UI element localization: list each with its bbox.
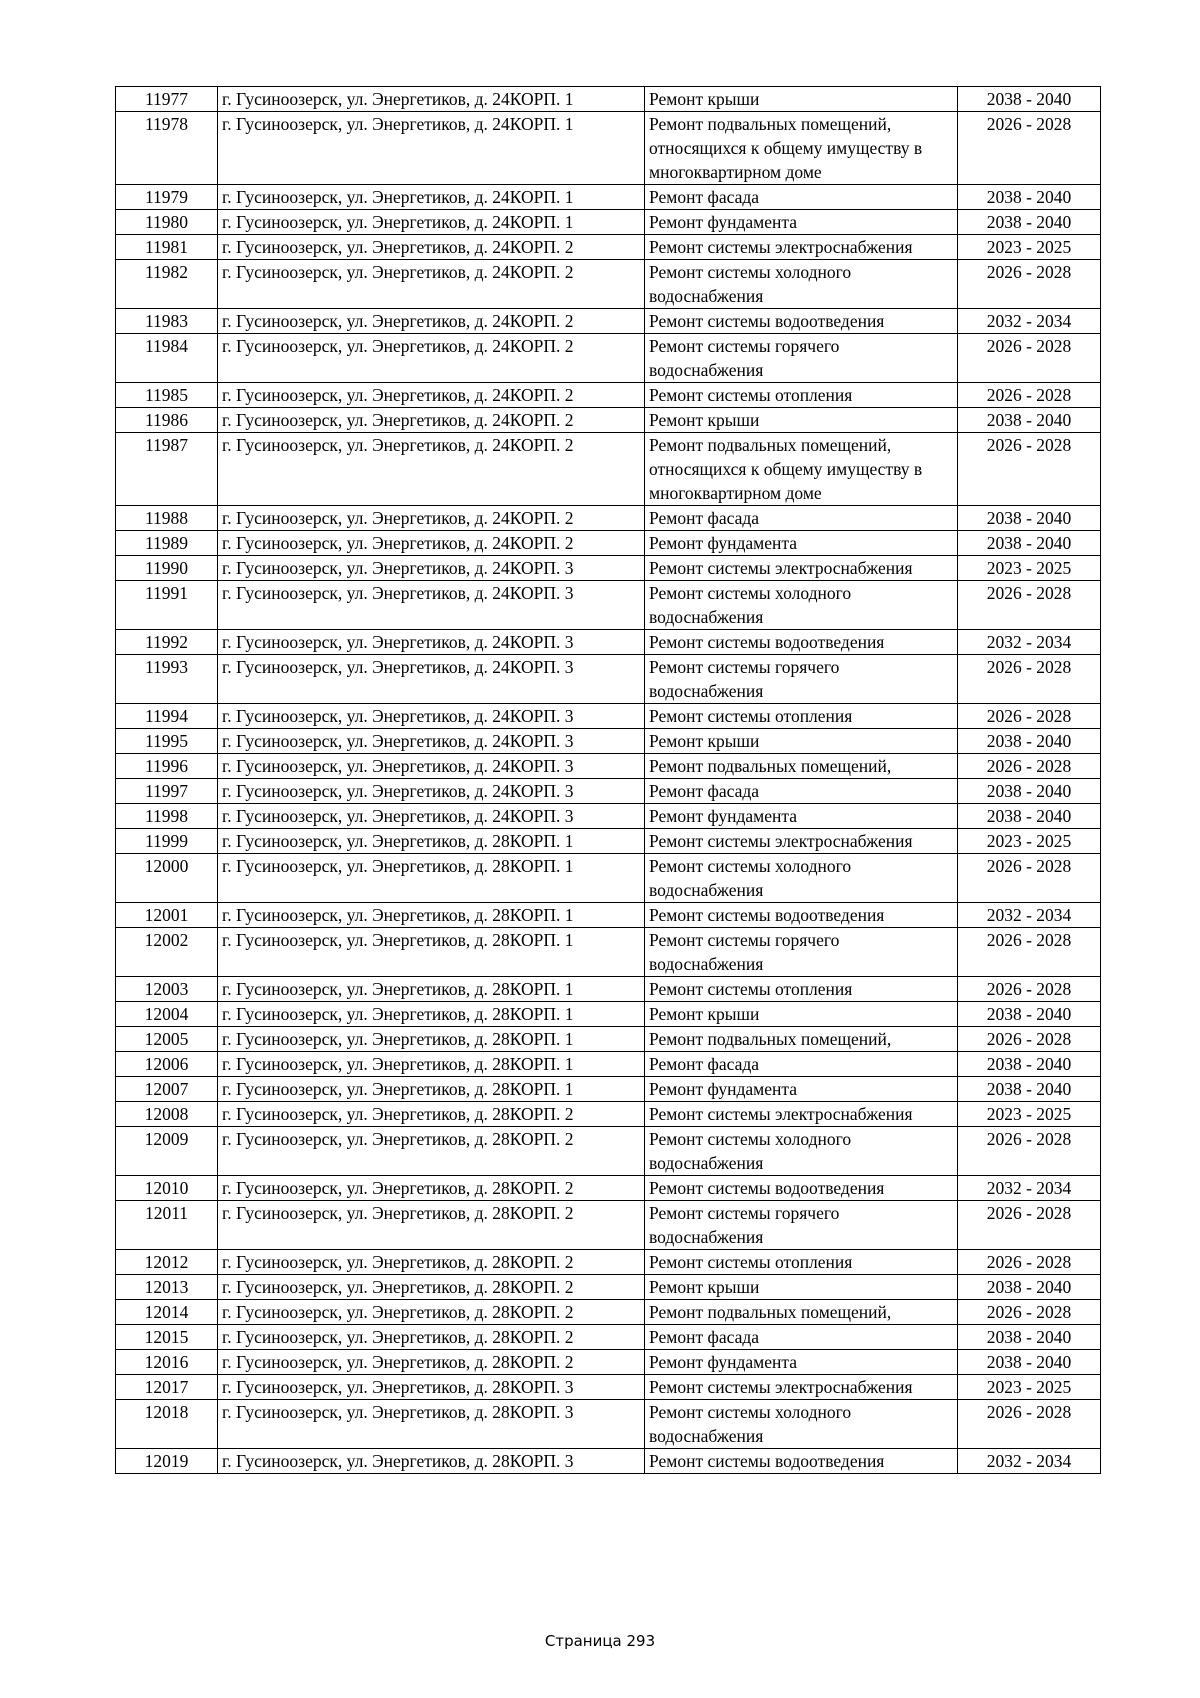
row-address: г. Гусиноозерск, ул. Энергетиков, д. 24КОРП. 3 [218, 655, 645, 704]
row-address: г. Гусиноозерск, ул. Энергетиков, д. 24КОРП. 3 [218, 804, 645, 829]
table-row [116, 383, 1101, 408]
row-address: г. Гусиноозерск, ул. Энергетиков, д. 28КОРП. 2 [218, 1102, 645, 1127]
row-number: 12000 [116, 854, 218, 903]
row-period: 2038 - 2040 [958, 1325, 1101, 1350]
row-period: 2038 - 2040 [958, 408, 1101, 433]
row-work-type: Ремонт системы электроснабжения [645, 556, 958, 581]
row-period: 2026 - 2028 [958, 112, 1101, 185]
row-number: 12017 [116, 1375, 218, 1400]
row-period: 2032 - 2034 [958, 1176, 1101, 1201]
row-work-type: Ремонт крыши [645, 408, 958, 433]
row-work-type: Ремонт системы водоотведения [645, 1176, 958, 1201]
row-work-type: Ремонт фундамента [645, 1350, 958, 1375]
row-number: 12018 [116, 1400, 218, 1449]
row-work-type: Ремонт фасада [645, 1052, 958, 1077]
row-address: г. Гусиноозерск, ул. Энергетиков, д. 28КОРП. 2 [218, 1127, 645, 1176]
row-address: г. Гусиноозерск, ул. Энергетиков, д. 28КОРП. 2 [218, 1201, 645, 1250]
row-address: г. Гусиноозерск, ул. Энергетиков, д. 28КОРП. 1 [218, 928, 645, 977]
row-address: г. Гусиноозерск, ул. Энергетиков, д. 28КОРП. 1 [218, 1077, 645, 1102]
row-number: 12008 [116, 1102, 218, 1127]
table-row [116, 1127, 1101, 1176]
row-number: 11996 [116, 754, 218, 779]
row-period: 2032 - 2034 [958, 903, 1101, 928]
row-period: 2026 - 2028 [958, 928, 1101, 977]
table-row [116, 1102, 1101, 1127]
row-work-type: Ремонт подвальных помещений, [645, 1300, 958, 1325]
row-address: г. Гусиноозерск, ул. Энергетиков, д. 28КОРП. 1 [218, 829, 645, 854]
row-number: 12010 [116, 1176, 218, 1201]
row-number: 11977 [116, 87, 218, 112]
row-address: г. Гусиноозерск, ул. Энергетиков, д. 24КОРП. 2 [218, 235, 645, 260]
row-number: 11997 [116, 779, 218, 804]
table-row [116, 754, 1101, 779]
table-row [116, 928, 1101, 977]
row-period: 2026 - 2028 [958, 754, 1101, 779]
row-work-type: Ремонт системы холодного водоснабжения [645, 260, 958, 309]
table-row [116, 1449, 1101, 1474]
row-number: 11990 [116, 556, 218, 581]
table-row [116, 779, 1101, 804]
row-number: 11989 [116, 531, 218, 556]
row-period: 2038 - 2040 [958, 531, 1101, 556]
row-period: 2038 - 2040 [958, 1077, 1101, 1102]
table-row [116, 1275, 1101, 1300]
row-number: 11988 [116, 506, 218, 531]
row-address: г. Гусиноозерск, ул. Энергетиков, д. 24КОРП. 1 [218, 87, 645, 112]
row-period: 2026 - 2028 [958, 383, 1101, 408]
row-period: 2026 - 2028 [958, 433, 1101, 506]
table-row [116, 1176, 1101, 1201]
row-number: 12007 [116, 1077, 218, 1102]
row-period: 2026 - 2028 [958, 260, 1101, 309]
row-address: г. Гусиноозерск, ул. Энергетиков, д. 24КОРП. 1 [218, 185, 645, 210]
row-work-type: Ремонт системы электроснабжения [645, 1102, 958, 1127]
table-body [116, 87, 1101, 1474]
row-work-type: Ремонт системы водоотведения [645, 630, 958, 655]
row-work-type: Ремонт фасада [645, 1325, 958, 1350]
row-number: 11986 [116, 408, 218, 433]
table-row [116, 1250, 1101, 1275]
row-period: 2038 - 2040 [958, 210, 1101, 235]
row-work-type: Ремонт системы холодного водоснабжения [645, 854, 958, 903]
table-row [116, 1002, 1101, 1027]
table-row [116, 581, 1101, 630]
row-period: 2026 - 2028 [958, 581, 1101, 630]
row-work-type: Ремонт системы горячего водоснабжения [645, 334, 958, 383]
table-row [116, 903, 1101, 928]
row-number: 11979 [116, 185, 218, 210]
row-address: г. Гусиноозерск, ул. Энергетиков, д. 24КОРП. 1 [218, 210, 645, 235]
table-row [116, 630, 1101, 655]
row-number: 11995 [116, 729, 218, 754]
row-address: г. Гусиноозерск, ул. Энергетиков, д. 28КОРП. 1 [218, 1052, 645, 1077]
row-work-type: Ремонт крыши [645, 87, 958, 112]
row-work-type: Ремонт системы горячего водоснабжения [645, 928, 958, 977]
row-address: г. Гусиноозерск, ул. Энергетиков, д. 28КОРП. 3 [218, 1449, 645, 1474]
table-row [116, 1375, 1101, 1400]
row-period: 2032 - 2034 [958, 630, 1101, 655]
row-number: 12019 [116, 1449, 218, 1474]
row-number: 11982 [116, 260, 218, 309]
row-period: 2038 - 2040 [958, 1350, 1101, 1375]
table-row [116, 531, 1101, 556]
row-period: 2038 - 2040 [958, 185, 1101, 210]
row-period: 2038 - 2040 [958, 1002, 1101, 1027]
row-number: 12006 [116, 1052, 218, 1077]
row-work-type: Ремонт системы электроснабжения [645, 829, 958, 854]
table-row [116, 87, 1101, 112]
table-row [116, 1052, 1101, 1077]
table-row [116, 854, 1101, 903]
table-row [116, 433, 1101, 506]
row-period: 2023 - 2025 [958, 556, 1101, 581]
row-address: г. Гусиноозерск, ул. Энергетиков, д. 24КОРП. 3 [218, 754, 645, 779]
row-address: г. Гусиноозерск, ул. Энергетиков, д. 24КОРП. 3 [218, 779, 645, 804]
row-address: г. Гусиноозерск, ул. Энергетиков, д. 28КОРП. 1 [218, 854, 645, 903]
row-period: 2026 - 2028 [958, 704, 1101, 729]
row-address: г. Гусиноозерск, ул. Энергетиков, д. 24КОРП. 3 [218, 704, 645, 729]
row-work-type: Ремонт фасада [645, 779, 958, 804]
table-row [116, 185, 1101, 210]
row-number: 12001 [116, 903, 218, 928]
row-address: г. Гусиноозерск, ул. Энергетиков, д. 24КОРП. 3 [218, 630, 645, 655]
table-row [116, 977, 1101, 1002]
table-row [116, 1350, 1101, 1375]
table-row [116, 506, 1101, 531]
row-address: г. Гусиноозерск, ул. Энергетиков, д. 24КОРП. 1 [218, 112, 645, 185]
row-address: г. Гусиноозерск, ул. Энергетиков, д. 24КОРП. 2 [218, 309, 645, 334]
row-number: 11991 [116, 581, 218, 630]
row-period: 2026 - 2028 [958, 1027, 1101, 1052]
row-work-type: Ремонт подвальных помещений, относящихся к общему имуществу в многоквартирном доме [645, 433, 958, 506]
row-number: 11987 [116, 433, 218, 506]
page-number: Страница 293 [544, 1632, 656, 1650]
row-work-type: Ремонт крыши [645, 1275, 958, 1300]
row-work-type: Ремонт системы электроснабжения [645, 235, 958, 260]
row-work-type: Ремонт подвальных помещений, [645, 754, 958, 779]
row-period: 2026 - 2028 [958, 977, 1101, 1002]
row-work-type: Ремонт фасада [645, 506, 958, 531]
row-number: 11985 [116, 383, 218, 408]
row-address: г. Гусиноозерск, ул. Энергетиков, д. 24КОРП. 2 [218, 531, 645, 556]
table-row [116, 655, 1101, 704]
row-number: 12015 [116, 1325, 218, 1350]
table-row [116, 309, 1101, 334]
row-number: 11994 [116, 704, 218, 729]
row-work-type: Ремонт фундамента [645, 1077, 958, 1102]
row-work-type: Ремонт системы электроснабжения [645, 1375, 958, 1400]
row-address: г. Гусиноозерск, ул. Энергетиков, д. 28КОРП. 1 [218, 977, 645, 1002]
repair-schedule-table [115, 86, 1101, 1474]
row-address: г. Гусиноозерск, ул. Энергетиков, д. 28КОРП. 2 [218, 1275, 645, 1300]
row-address: г. Гусиноозерск, ул. Энергетиков, д. 24КОРП. 2 [218, 408, 645, 433]
row-work-type: Ремонт фундамента [645, 804, 958, 829]
row-period: 2023 - 2025 [958, 1102, 1101, 1127]
row-number: 12003 [116, 977, 218, 1002]
row-period: 2038 - 2040 [958, 1275, 1101, 1300]
row-period: 2032 - 2034 [958, 309, 1101, 334]
row-address: г. Гусиноозерск, ул. Энергетиков, д. 28КОРП. 2 [218, 1250, 645, 1275]
row-work-type: Ремонт системы отопления [645, 704, 958, 729]
row-period: 2023 - 2025 [958, 829, 1101, 854]
row-period: 2026 - 2028 [958, 1201, 1101, 1250]
row-work-type: Ремонт системы отопления [645, 383, 958, 408]
row-period: 2026 - 2028 [958, 1400, 1101, 1449]
table-row [116, 729, 1101, 754]
table-row [116, 210, 1101, 235]
row-work-type: Ремонт фундамента [645, 531, 958, 556]
table-row [116, 1300, 1101, 1325]
row-period: 2038 - 2040 [958, 87, 1101, 112]
row-number: 12009 [116, 1127, 218, 1176]
row-address: г. Гусиноозерск, ул. Энергетиков, д. 28КОРП. 3 [218, 1375, 645, 1400]
table-row [116, 1400, 1101, 1449]
row-work-type: Ремонт крыши [645, 1002, 958, 1027]
row-address: г. Гусиноозерск, ул. Энергетиков, д. 24КОРП. 2 [218, 260, 645, 309]
table-row [116, 1077, 1101, 1102]
table-row [116, 1027, 1101, 1052]
row-address: г. Гусиноозерск, ул. Энергетиков, д. 28КОРП. 2 [218, 1350, 645, 1375]
row-address: г. Гусиноозерск, ул. Энергетиков, д. 24КОРП. 2 [218, 383, 645, 408]
row-work-type: Ремонт системы холодного водоснабжения [645, 1400, 958, 1449]
row-period: 2026 - 2028 [958, 1250, 1101, 1275]
row-number: 12012 [116, 1250, 218, 1275]
row-number: 11984 [116, 334, 218, 383]
row-period: 2023 - 2025 [958, 1375, 1101, 1400]
row-period: 2032 - 2034 [958, 1449, 1101, 1474]
row-number: 11980 [116, 210, 218, 235]
row-number: 12004 [116, 1002, 218, 1027]
row-number: 12002 [116, 928, 218, 977]
table-row [116, 334, 1101, 383]
table-row [116, 804, 1101, 829]
row-work-type: Ремонт фундамента [645, 210, 958, 235]
row-period: 2038 - 2040 [958, 506, 1101, 531]
row-work-type: Ремонт подвальных помещений, относящихся к общему имуществу в многоквартирном доме [645, 112, 958, 185]
table-row [116, 235, 1101, 260]
row-work-type: Ремонт подвальных помещений, [645, 1027, 958, 1052]
row-period: 2038 - 2040 [958, 1052, 1101, 1077]
row-address: г. Гусиноозерск, ул. Энергетиков, д. 24КОРП. 3 [218, 581, 645, 630]
row-work-type: Ремонт системы холодного водоснабжения [645, 581, 958, 630]
row-period: 2026 - 2028 [958, 334, 1101, 383]
row-work-type: Ремонт системы горячего водоснабжения [645, 655, 958, 704]
row-period: 2026 - 2028 [958, 1127, 1101, 1176]
row-address: г. Гусиноозерск, ул. Энергетиков, д. 24КОРП. 2 [218, 433, 645, 506]
row-address: г. Гусиноозерск, ул. Энергетиков, д. 28КОРП. 1 [218, 1002, 645, 1027]
row-address: г. Гусиноозерск, ул. Энергетиков, д. 24КОРП. 3 [218, 556, 645, 581]
row-work-type: Ремонт системы горячего водоснабжения [645, 1201, 958, 1250]
row-work-type: Ремонт системы водоотведения [645, 1449, 958, 1474]
table-row [116, 260, 1101, 309]
row-number: 12005 [116, 1027, 218, 1052]
row-number: 12016 [116, 1350, 218, 1375]
row-number: 11998 [116, 804, 218, 829]
row-work-type: Ремонт системы отопления [645, 1250, 958, 1275]
row-work-type: Ремонт крыши [645, 729, 958, 754]
row-period: 2026 - 2028 [958, 655, 1101, 704]
table-row [116, 829, 1101, 854]
row-work-type: Ремонт системы отопления [645, 977, 958, 1002]
row-work-type: Ремонт системы водоотведения [645, 309, 958, 334]
row-address: г. Гусиноозерск, ул. Энергетиков, д. 24КОРП. 3 [218, 729, 645, 754]
row-number: 11992 [116, 630, 218, 655]
row-period: 2038 - 2040 [958, 804, 1101, 829]
row-number: 11983 [116, 309, 218, 334]
row-period: 2023 - 2025 [958, 235, 1101, 260]
row-address: г. Гусиноозерск, ул. Энергетиков, д. 28КОРП. 1 [218, 1027, 645, 1052]
row-address: г. Гусиноозерск, ул. Энергетиков, д. 28КОРП. 2 [218, 1176, 645, 1201]
row-number: 12014 [116, 1300, 218, 1325]
row-number: 11999 [116, 829, 218, 854]
row-address: г. Гусиноозерск, ул. Энергетиков, д. 28КОРП. 2 [218, 1325, 645, 1350]
row-address: г. Гусиноозерск, ул. Энергетиков, д. 28КОРП. 1 [218, 903, 645, 928]
row-number: 11981 [116, 235, 218, 260]
row-period: 2038 - 2040 [958, 779, 1101, 804]
row-period: 2026 - 2028 [958, 1300, 1101, 1325]
table-row [116, 704, 1101, 729]
page-footer [0, 1632, 1200, 1650]
row-number: 12013 [116, 1275, 218, 1300]
table-row [116, 1201, 1101, 1250]
row-address: г. Гусиноозерск, ул. Энергетиков, д. 24КОРП. 2 [218, 506, 645, 531]
row-address: г. Гусиноозерск, ул. Энергетиков, д. 28КОРП. 3 [218, 1400, 645, 1449]
row-address: г. Гусиноозерск, ул. Энергетиков, д. 24КОРП. 2 [218, 334, 645, 383]
row-number: 11978 [116, 112, 218, 185]
row-number: 12011 [116, 1201, 218, 1250]
row-work-type: Ремонт системы холодного водоснабжения [645, 1127, 958, 1176]
row-period: 2038 - 2040 [958, 729, 1101, 754]
row-work-type: Ремонт системы водоотведения [645, 903, 958, 928]
table-row [116, 1325, 1101, 1350]
table-row [116, 408, 1101, 433]
row-address: г. Гусиноозерск, ул. Энергетиков, д. 28КОРП. 2 [218, 1300, 645, 1325]
row-number: 11993 [116, 655, 218, 704]
table-row [116, 556, 1101, 581]
row-work-type: Ремонт фасада [645, 185, 958, 210]
row-period: 2026 - 2028 [958, 854, 1101, 903]
table-row [116, 112, 1101, 185]
